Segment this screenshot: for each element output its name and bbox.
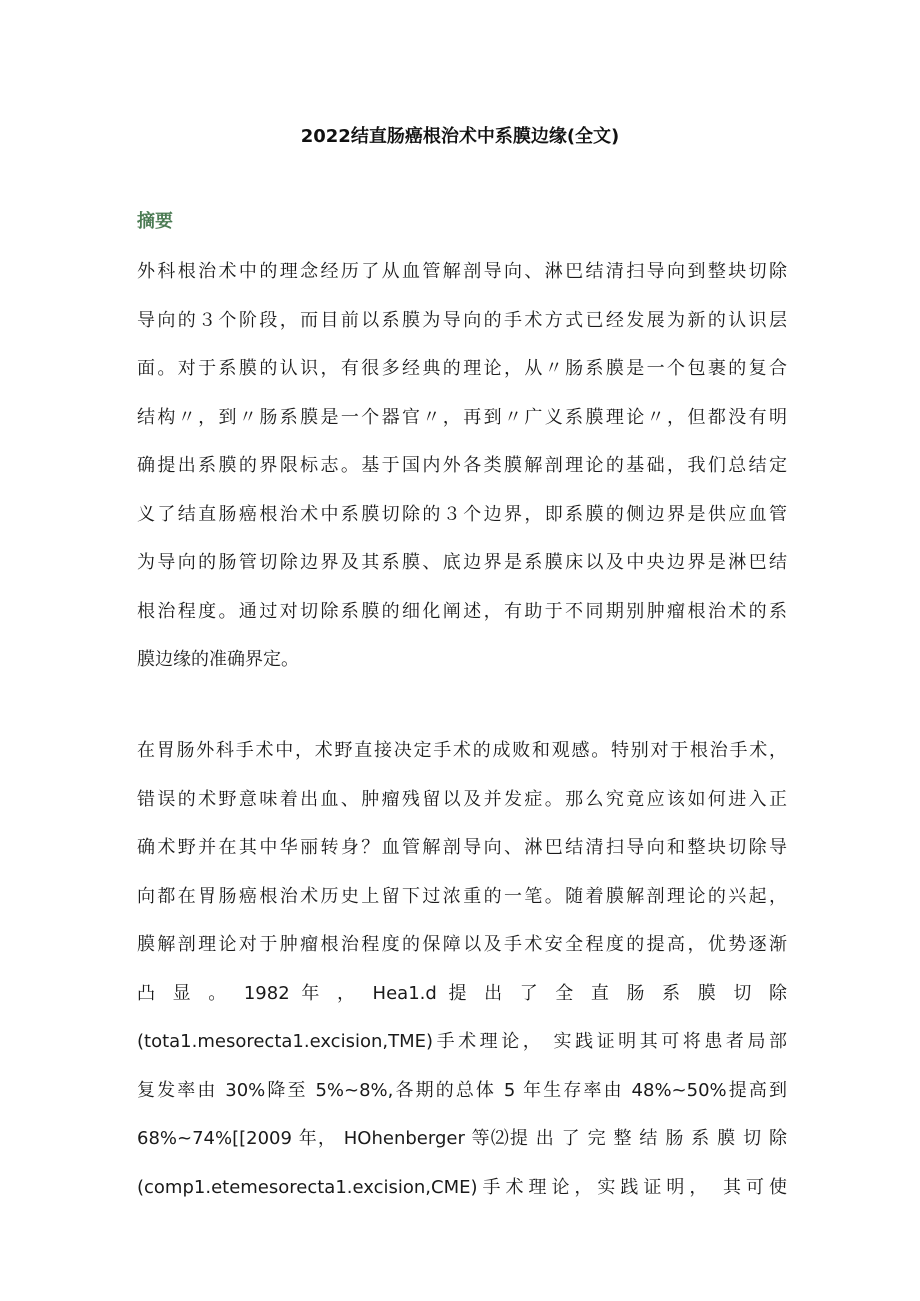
body-line: 复发率由 30%降至 5%~8%,各期的总体 5 年生存率由 48%~50%提高到 bbox=[137, 1079, 787, 1101]
body-line: 在胃肠外科手术中，术野直接决定手术的成败和观感。特别对于根治手术， bbox=[137, 740, 787, 761]
body-line: 68%~74%[[2009 年， HOhenberger 等⑵提 出 了 完 整 结 肠 系 膜 切 除 bbox=[137, 1128, 787, 1149]
body-line: 向都在胃肠癌根治术历史上留下过浓重的一笔。随着膜解剖理论的兴起， bbox=[137, 885, 787, 907]
abstract-line: 面。对于系膜的认识，有很多经典的理论，从〃肠系膜是一个包裹的复合 bbox=[137, 358, 787, 379]
body-paragraph bbox=[137, 727, 787, 1212]
abstract-line: 膜边缘的准确界定。 bbox=[137, 649, 299, 670]
abstract-line: 外科根治术中的理念经历了从血管解剖导向、淋巴结清扫导向到整块切除 bbox=[137, 261, 787, 282]
body-line: 膜解剖理论对于肿瘤根治程度的保障以及手术安全程度的提高，优势逐渐 bbox=[137, 934, 787, 955]
body-line: 凸 显 。 1982 年 ， Hea1.d 提 出 了 全 直 肠 系 膜 切 除 bbox=[137, 982, 787, 1004]
abstract-line: 为导向的肠管切除边界及其系膜、底边界是系膜床以及中央边界是淋巴结 bbox=[137, 552, 787, 573]
abstract-line: 结构〃，到〃肠系膜是一个器官〃，再到〃广义系膜理论〃，但都没有明 bbox=[137, 406, 787, 428]
abstract-line: 确提出系膜的界限标志。基于国内外各类膜解剖理论的基础，我们总结定 bbox=[137, 455, 787, 476]
body-line: (tota1.mesorecta1.excision,TME)手术理论， 实践证明其可将患者局部 bbox=[137, 1031, 787, 1052]
body-line: (comp1.etemesorecta1.excision,CME)手术理论，实践证明， 其可使 bbox=[137, 1176, 787, 1198]
abstract-line: 导向的３个阶段，而目前以系膜为导向的手术方式已经发展为新的认识层 bbox=[137, 309, 787, 331]
body-line: 错误的术野意味着出血、肿瘤残留以及并发症。那么究竟应该如何进入正 bbox=[137, 788, 787, 810]
abstract-paragraph bbox=[137, 248, 787, 685]
abstract-heading: 摘要 bbox=[137, 211, 173, 232]
document-title: 2022结直肠癌根治术中系膜边缘(全文) bbox=[300, 126, 620, 147]
abstract-line: 义了结直肠癌根治术中系膜切除的３个边界，即系膜的侧边界是供应血管 bbox=[137, 503, 787, 525]
abstract-line: 根治程度。通过对切除系膜的细化阐述，有助于不同期别肿瘤根治术的系 bbox=[137, 600, 787, 622]
body-line: 确术野并在其中华丽转身？血管解剖导向、淋巴结清扫导向和整块切除导 bbox=[137, 837, 787, 858]
